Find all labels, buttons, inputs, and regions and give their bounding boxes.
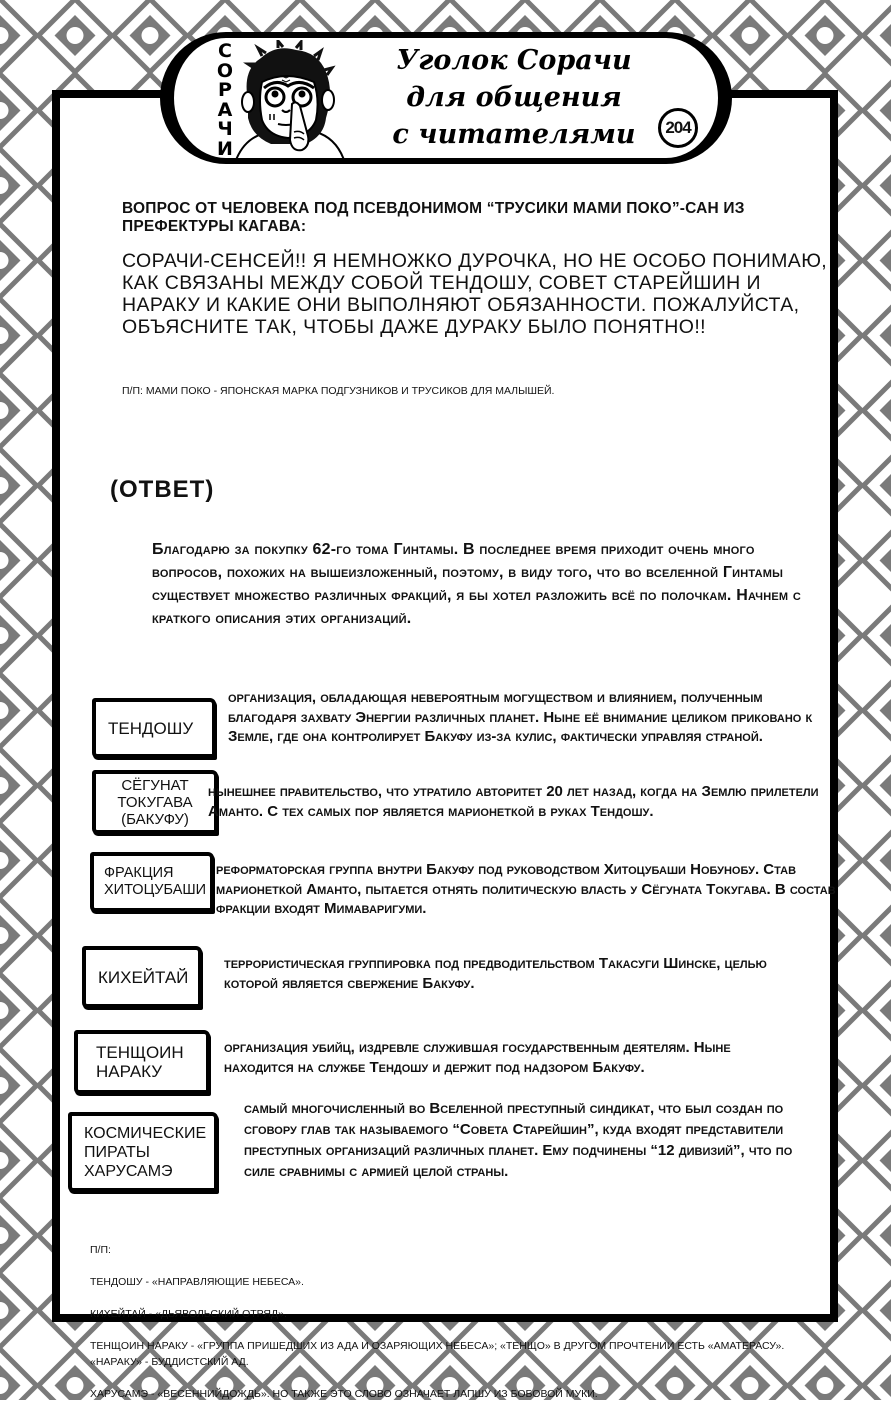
content-panel	[52, 90, 838, 1400]
term-description-shogunate: нынешнее правительство, что утратило авторитет 20 лет назад, когда на Землю прилетели Аманто. С тех самых пор является марионеткой в руках Тендошу.	[208, 783, 819, 820]
term-box-harusame	[68, 1112, 218, 1192]
vertical-letter: Р	[218, 79, 232, 101]
term-description-harusame: самый многочисленный во Вселенной преступный синдикат, что был создан по сговору глав так называемого “Совета Старейшин”, куда входят представители преступных организаций различных планет. Ему подчинены “12 дивизий”, что по силе сравнимы с армией целой страны.	[244, 1100, 793, 1180]
footnotes	[90, 1226, 830, 1418]
term-label: ТЕНЩОИН НАРАКУ	[96, 1043, 184, 1081]
vertical-letter: О	[216, 59, 234, 82]
footnote-label: П/П:	[90, 1244, 111, 1256]
vertical-letter: Ч	[217, 118, 233, 140]
footnote-line: КИХЕЙТАЙ - «ДЬЯВОЛЬСКИЙ ОТРЯД».	[90, 1308, 287, 1320]
answer-body: Благодарю за покупку 62-го тома Гинтамы. В последнее время приходит очень много вопросов, похожих на вышеизложенный, поэтому, в виду того, что во вселенной Гинтамы существует множество различных фракций, я бы хотел разложить всё по полочкам. Начнем с краткого описания этих организаций.	[152, 541, 802, 627]
header-title	[374, 42, 654, 153]
term-box-kiheitai	[82, 946, 202, 1008]
footnote-line: ТЕНЩОИН НАРАКУ - «ГРУППА ПРИШЕДШИХ ИЗ АДА И ОЗАРЯЮЩИХ НЕБЕСА»; «ТЕНЩО» В ДРУГОМ ПРОЧТЕНИИ ЕСТЬ «АМАТЕРАСУ». «НАРАКУ» - БУДДИСТСКИЙ АД.	[90, 1340, 785, 1368]
footnote-line: ХАРУСАМЭ - «ВЕСЕННИЙДОЖДЬ». НО ТАКЖЕ ЭТО СЛОВО ОЗНАЧАЕТ ЛАПШУ ИЗ БОБОВОЙ МУКИ.	[90, 1388, 598, 1400]
term-box-tenshouin-naraku	[74, 1030, 210, 1094]
gorilla-face-icon	[226, 40, 346, 160]
term-description-hitotsubashi: реформаторская группа внутри Бакуфу под руководством Хитоцубаши Нобунобу. Став марионеткой Аманто, пытается отнять политическую власть у Сёгуната Токугава. В состав фракции входят Мимаваригуми.	[216, 861, 836, 917]
footnote-line: ТЕНДОШУ - «НАПРАВЛЯЮЩИЕ НЕБЕСА».	[90, 1276, 304, 1288]
term-label: КИХЕЙТАЙ	[98, 967, 189, 987]
term-description-tendoshu: организация, обладающая невероятным могуществом и влиянием, полученным благодаря захвату Энергии различных планет. Ныне её внимание целиком приковано к Земле, где она контролирует Бакуфу из-за кулис, фактически управляя страной.	[228, 689, 813, 745]
vertical-letter: И	[217, 137, 233, 160]
answer-heading: (ОТВЕТ)	[110, 476, 215, 503]
vertical-letter: С	[218, 40, 232, 62]
header-banner	[160, 32, 732, 164]
question-body: СОРАЧИ-СЕНСЕЙ!! Я НЕМНОЖКО ДУРОЧКА, НО НЕ ОСОБО ПОНИМАЮ, КАК СВЯЗАНЫ МЕЖДУ СОБОЙ ТЕНДОШУ, СОВЕТ СТАРЕЙШИН И НАРАКУ И КАКИЕ ОНИ ВЫПОЛНЯЮТ ОБЯЗАННОСТИ. ПОЖАЛУЙСТА, ОБЪЯСНИТЕ ТАК, ЧТОБЫ ДАЖЕ ДУРАКУ БЫЛО ПОНЯТНО!!	[122, 250, 828, 338]
translator-note: П/П: МАМИ ПОКО - ЯПОНСКАЯ МАРКА ПОДГУЗНИКОВ И ТРУСИКОВ ДЛЯ МАЛЫШЕЙ.	[122, 385, 555, 397]
header-title-line: для общения	[406, 82, 622, 113]
vertical-letter: А	[217, 98, 233, 121]
term-label: ТЕНДОШУ	[108, 718, 194, 738]
question-intro: ВОПРОС ОТ ЧЕЛОВЕКА ПОД ПСЕВДОНИМОМ “ТРУСИКИ МАМИ ПОКО”-САН ИЗ ПРЕФЕКТУРЫ КАГАВА:	[122, 200, 745, 235]
page-number-badge: 204	[658, 108, 698, 148]
term-box-hitotsubashi	[90, 852, 214, 912]
term-description-kiheitai: террористическая группировка под предводительством Такасуги Шинске, целью которой является свержение Бакуфу.	[224, 955, 767, 992]
term-label: КОСМИЧЕСКИЕ ПИРАТЫ ХАРУСАМЭ	[84, 1124, 207, 1180]
header-title-line: Уголок Сорачи	[396, 45, 632, 76]
term-description-tenshouin-naraku: организация убийц, издревле служившая государственным деятелям. Ныне находится на службе Тендошу и держит под надзором Бакуфу.	[224, 1039, 731, 1076]
header-title-line: с читателями	[392, 119, 636, 150]
term-box-tendoshu	[92, 698, 216, 758]
term-label: ФРАКЦИЯ ХИТОЦУБАШИ	[104, 865, 207, 898]
term-label: СЁГУНАТ ТОКУГАВА (БАКУФУ)	[117, 776, 193, 828]
term-box-shogunate	[92, 770, 218, 834]
